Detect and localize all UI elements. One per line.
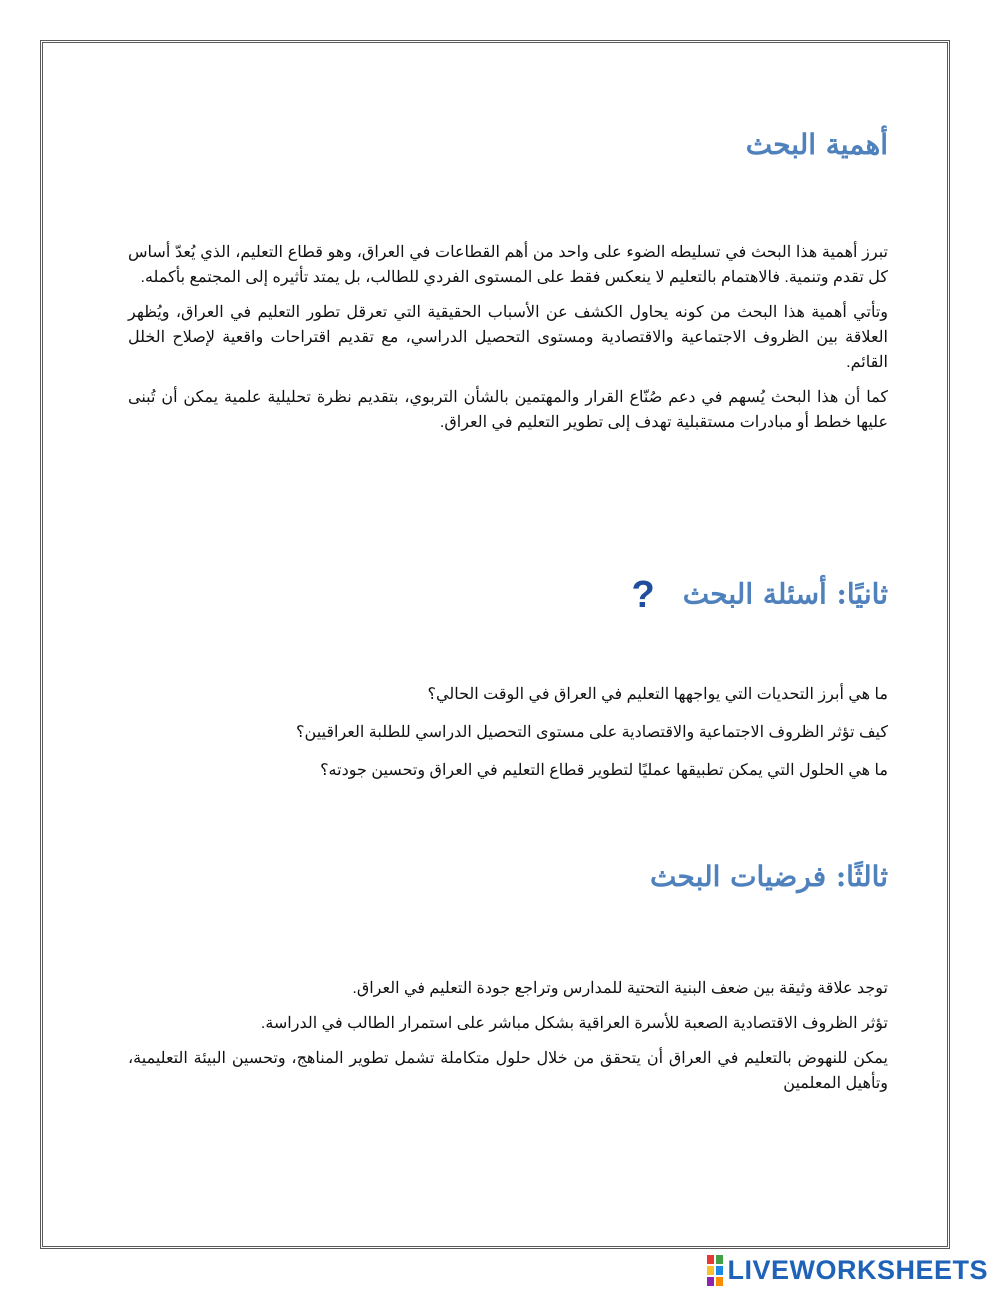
liveworksheets-logo <box>707 1256 988 1284</box>
importance-paragraph: تبرز أهمية هذا البحث في تسليطه الضوء على واحد من أهم القطاعات في العراق، وهو قطاع التعليم، الذي يُعدّ أساس كل تقدم وتنمية. فالاهتمام بالتعليم لا ينعكس فقط على المستوى الفردي للطالب، بل يمتد تأثيره إلى المجتمع بأكمله. <box>128 244 888 286</box>
importance-paragraph: وتأتي أهمية هذا البحث من كونه يحاول الكشف عن الأسباب الحقيقية التي تعرقل تطور التعليم في العراق، ويُظهر العلاقة بين الظروف الاجتماعية والاقتصادية ومستوى التحصيل الدراسي، مع تقديم اقتراحات واقعية لإصلاح الخلل القائم. <box>128 304 888 371</box>
logo-square <box>716 1266 723 1275</box>
logo-squares-icon <box>707 1255 723 1286</box>
logo-text: LIVEWORKSHEETS <box>727 1254 988 1285</box>
section-hypotheses <box>128 860 888 894</box>
logo-square <box>707 1277 714 1286</box>
logo-square <box>716 1277 723 1286</box>
hypothesis-item: تؤثر الظروف الاقتصادية الصعبة للأسرة العراقية بشكل مباشر على استمرار الطالب في الدراسة. <box>260 1015 888 1032</box>
section-heading-hypotheses: ثالثًا: فرضيات البحث <box>650 860 888 893</box>
hypothesis-item: توجد علاقة وثيقة بين ضعف البنية التحتية للمدارس وتراجع جودة التعليم في العراق. <box>352 980 888 997</box>
questions-heading-text: ثانيًا: أسئلة البحث <box>682 577 888 611</box>
hypothesis-item: يمكن للنهوض بالتعليم في العراق أن يتحقق من خلال حلول متكاملة تشمل تطوير المناهج، وتحسين البيئة التعليمية، وتأهيل المعلمين <box>128 1050 888 1092</box>
logo-square <box>707 1266 714 1275</box>
section-questions <box>128 573 888 619</box>
questions-list <box>128 682 888 796</box>
hypotheses-list <box>128 976 888 1106</box>
question-item: ما هي أبرز التحديات التي يواجهها التعليم في العراق في الوقت الحالي؟ <box>427 686 888 703</box>
logo-square <box>707 1255 714 1264</box>
question-item: كيف تؤثر الظروف الاجتماعية والاقتصادية على مستوى التحصيل الدراسي للطلبة العراقيين؟ <box>296 724 888 741</box>
importance-paragraph: كما أن هذا البحث يُسهم في دعم صُنّاع القرار والمهتمين بالشأن التربوي، بتقديم نظرة تحليلية علمية يمكن أن تُبنى عليها خطط أو مبادرات مستقبلية تهدف إلى تطوير التعليم في العراق. <box>128 389 888 431</box>
section-heading-questions <box>128 573 888 619</box>
section-importance <box>128 128 888 162</box>
question-mark-icon: ? <box>631 574 655 616</box>
section-heading-importance: أهمية البحث <box>745 128 888 161</box>
question-item: ما هي الحلول التي يمكن تطبيقها عمليًا لتطوير قطاع التعليم في العراق وتحسين جودته؟ <box>320 762 888 779</box>
logo-square <box>716 1255 723 1264</box>
importance-paragraphs <box>128 240 888 445</box>
